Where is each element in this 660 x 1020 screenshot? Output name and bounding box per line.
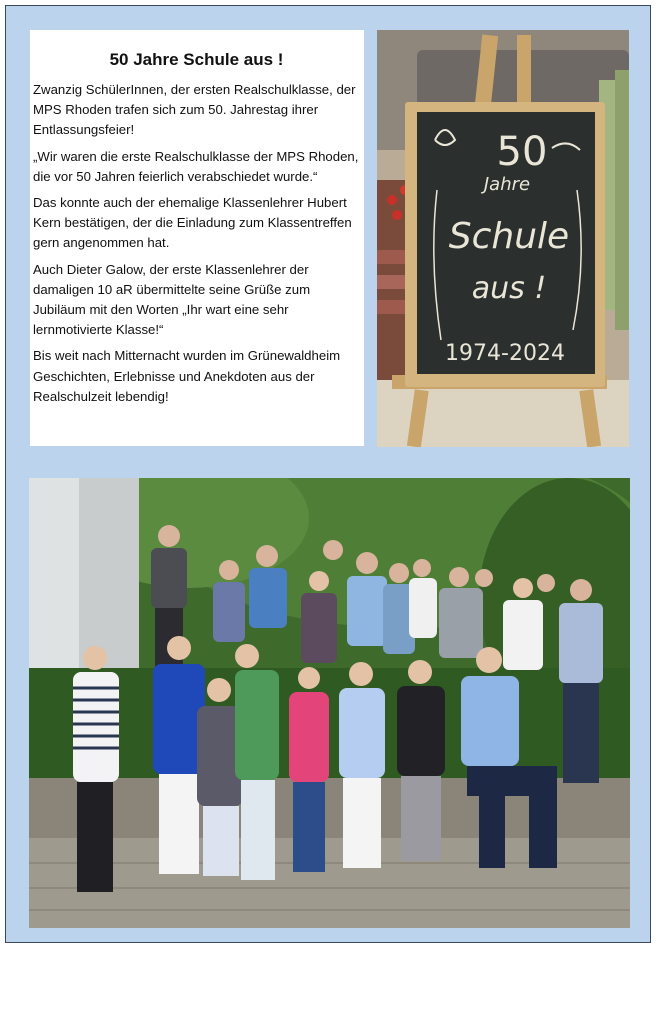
article-paragraph: Das konnte auch der ehemalige Klassenlehrer Hubert Kern bestätigen, der die Einladung zum Klassentreffen gern angenommen hat. [33, 195, 352, 251]
chalk-line-2: Jahre [483, 174, 531, 195]
chalk-line-1: 50 [496, 129, 548, 175]
article-title: 50 Jahre Schule aus ! [109, 50, 284, 69]
group-photo [29, 478, 630, 928]
article-paragraph: Bis weit nach Mitternacht wurden im Grünewaldheim Geschichten, Erlebnisse und Anekdoten aus der Realschulzeit lebendig! [33, 348, 341, 404]
chalk-line-3: Schule [448, 216, 570, 257]
article-paragraph: „Wir waren die erste Realschulklasse der MPS Rhoden, die vor 50 Jahren feierlich verabschiedet wurde.“ [33, 148, 359, 184]
chalk-years: 1974-2024 [445, 341, 565, 366]
chalkboard-photo [377, 30, 629, 447]
article-paragraph: Auch Dieter Galow, der erste Klassenlehrer der damaligen 10 aR übermittelte seine Grüße zum Jubiläum mit den Worten „Ihr wart eine sehr lernmotivierte Klasse!“ [33, 261, 311, 338]
chalk-line-4: aus ! [471, 271, 547, 306]
article-box [30, 30, 364, 446]
article-paragraph: Zwanzig SchülerInnen, der ersten Realschulklasse, der MPS Rhoden trafen sich zum 50. Jahrestag ihrer Entlassungsfeier! [33, 82, 356, 138]
